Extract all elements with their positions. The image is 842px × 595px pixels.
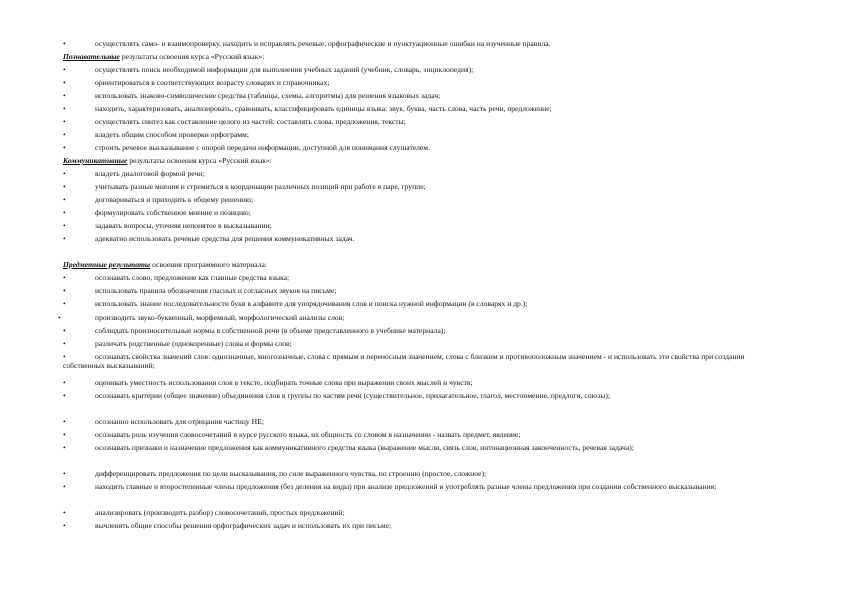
list-item: задавать вопросы, уточняя непонятое в высказывании; — [95, 221, 272, 230]
bullet-marker: • — [63, 182, 66, 191]
list-item: договариваться и приходить к общему решению; — [95, 195, 254, 204]
heading-text: освоения программного материала: — [150, 260, 267, 269]
list-item: осознавать критерии (общее значение) объединения слов в группы по частям речи (существительное, прилагательное, глагол, местоимение, предлоги, союзы); — [95, 391, 610, 400]
bullet-marker: • — [63, 91, 66, 100]
list-item: анализировать (производить разбор) словосочетаний, простых предложений; — [95, 508, 345, 517]
bullet-marker: • — [63, 443, 66, 452]
heading-emphasis: Предметные результаты — [63, 260, 151, 269]
bullet-marker: • — [63, 521, 66, 530]
list-item: ориентироваться в соответствующих возрасту словарях и справочниках; — [95, 78, 330, 87]
list-item: использовать знаково-символические средства (таблицы, схемы, алгоритмы) для решения языковых задач; — [95, 91, 441, 100]
list-item: осознанно использовать для отрицания частицу НЕ; — [95, 417, 264, 426]
list-item: осознавать слово, предложение как главные средства языка; — [95, 273, 290, 282]
bullet-marker: • — [63, 391, 66, 400]
bullet-marker: • — [63, 208, 66, 217]
list-item: учитывать разные мнения и стремиться к координации различных позиций при работе в паре, группе; — [95, 182, 426, 191]
list-item: различать родственные (однокоренные) слова и формы слов; — [95, 339, 292, 348]
bullet-marker: • — [63, 195, 66, 204]
bullet-marker: • — [63, 169, 66, 178]
bullet-marker: • — [63, 339, 66, 348]
heading-emphasis: Познавательные — [63, 52, 120, 61]
list-item: использовать знание последовательности букв в алфавите для упорядочивания слов и поиска нужной информации (в словарях и др.); — [95, 299, 528, 308]
bullet-marker: • — [63, 65, 66, 74]
list-item: использовать правила обозначения гласных и согласных звуков на письме; — [95, 286, 337, 295]
bullet-marker: • — [63, 417, 66, 426]
bullet-marker: • — [63, 430, 66, 439]
bullet-marker: • — [63, 286, 66, 295]
list-item: владеть общим способом проверки орфограмм; — [95, 130, 249, 139]
list-item: формулировать собственное мнение и позицию; — [95, 208, 251, 217]
list-item: осознавать признаки и назначение предложения как коммуникативного средства языка (выражение мысли, связь слов, интонационная законченность, речевая задача); — [95, 443, 634, 452]
list-item: осуществлять поиск необходимой информации для выполнения учебных заданий (учебник, словарь, энциклопедия); — [95, 65, 474, 74]
bullet-marker: • — [63, 273, 66, 282]
section-heading-cognitive — [63, 52, 264, 61]
bullet-marker: • — [63, 378, 66, 387]
section-heading-communicative — [63, 156, 272, 165]
bullet-marker: • — [63, 352, 66, 361]
list-item: находить, характеризовать, анализировать, сравнивать, классифицировать единицы языка: звук, буква, часть слова, часть речи, предложение; — [95, 104, 552, 113]
heading-text: результаты освоения курса «Русский язык»: — [127, 156, 272, 165]
bullet-marker: • — [63, 469, 66, 478]
list-item: производить звуко-буквенный, морфемный, морфологический анализы слов; — [95, 313, 345, 322]
bullet-marker: • — [63, 482, 66, 491]
heading-emphasis: Коммуникативные — [63, 156, 128, 165]
list-item: осознавать свойства значений слов: однозначные, многозначные, слова с прямым и переносным значением, слова с близким и противоположным значением - и использовать эти свойства при создании собственных высказываний; — [63, 352, 745, 370]
list-item: осуществлять само- и взаимопроверку, находить и исправлять речевые, орфографические и пунктуационные ошибки на изученные правила. — [95, 39, 551, 48]
list-item: адекватно использовать речевые средства для решения коммуникативных задач. — [95, 234, 355, 243]
bullet-marker: • — [63, 39, 66, 48]
bullet-marker: • — [63, 234, 66, 243]
bullet-marker: • — [63, 299, 66, 308]
list-item: соблюдать произносительные нормы в собственной речи (в объеме представленного в учебнике материала); — [95, 326, 446, 335]
bullet-marker: • — [63, 104, 66, 113]
bullet-marker: • — [63, 326, 66, 335]
heading-text: результаты освоения курса «Русский язык»: — [119, 52, 265, 61]
bullet-marker: • — [63, 508, 66, 517]
list-item: осознавать роль изучения словосочетаний в курсе русского языка, их общность со словом в назначении - назвать предмет, явление; — [95, 430, 521, 439]
bullet-marker: • — [63, 78, 66, 87]
list-item: находить главные и второстепенные члены предложения (без деления на виды) при анализе предложений и употреблять разные члены предложения при создании собственного высказывания; — [95, 482, 717, 491]
list-item: вычленять общие способы решения орфографических задач и использовать их при письме; — [95, 521, 392, 530]
bullet-marker: • — [63, 143, 66, 152]
bullet-marker: • — [63, 130, 66, 139]
list-item: строить речевое высказывание с опорой передачи информации, доступной для понимания слушателем. — [95, 143, 430, 152]
bullet-marker: • — [63, 117, 66, 126]
bullet-marker: • — [63, 221, 66, 230]
section-heading-subject — [63, 260, 267, 269]
list-item: владеть диалоговой формой речи; — [95, 169, 205, 178]
bullet-marker: • — [58, 313, 61, 322]
list-item: оценивать уместность использования слов в тексте, подбирать точные слова при выражении своих мыслей и чувств; — [95, 378, 473, 387]
list-item: осуществлять синтез как составление целого из частей: составлять слова, предложения, тексты; — [95, 117, 406, 126]
list-item: дифференцировать предложения по цели высказывания, по силе выраженного чувства, по строению (простое, сложное); — [95, 469, 487, 478]
